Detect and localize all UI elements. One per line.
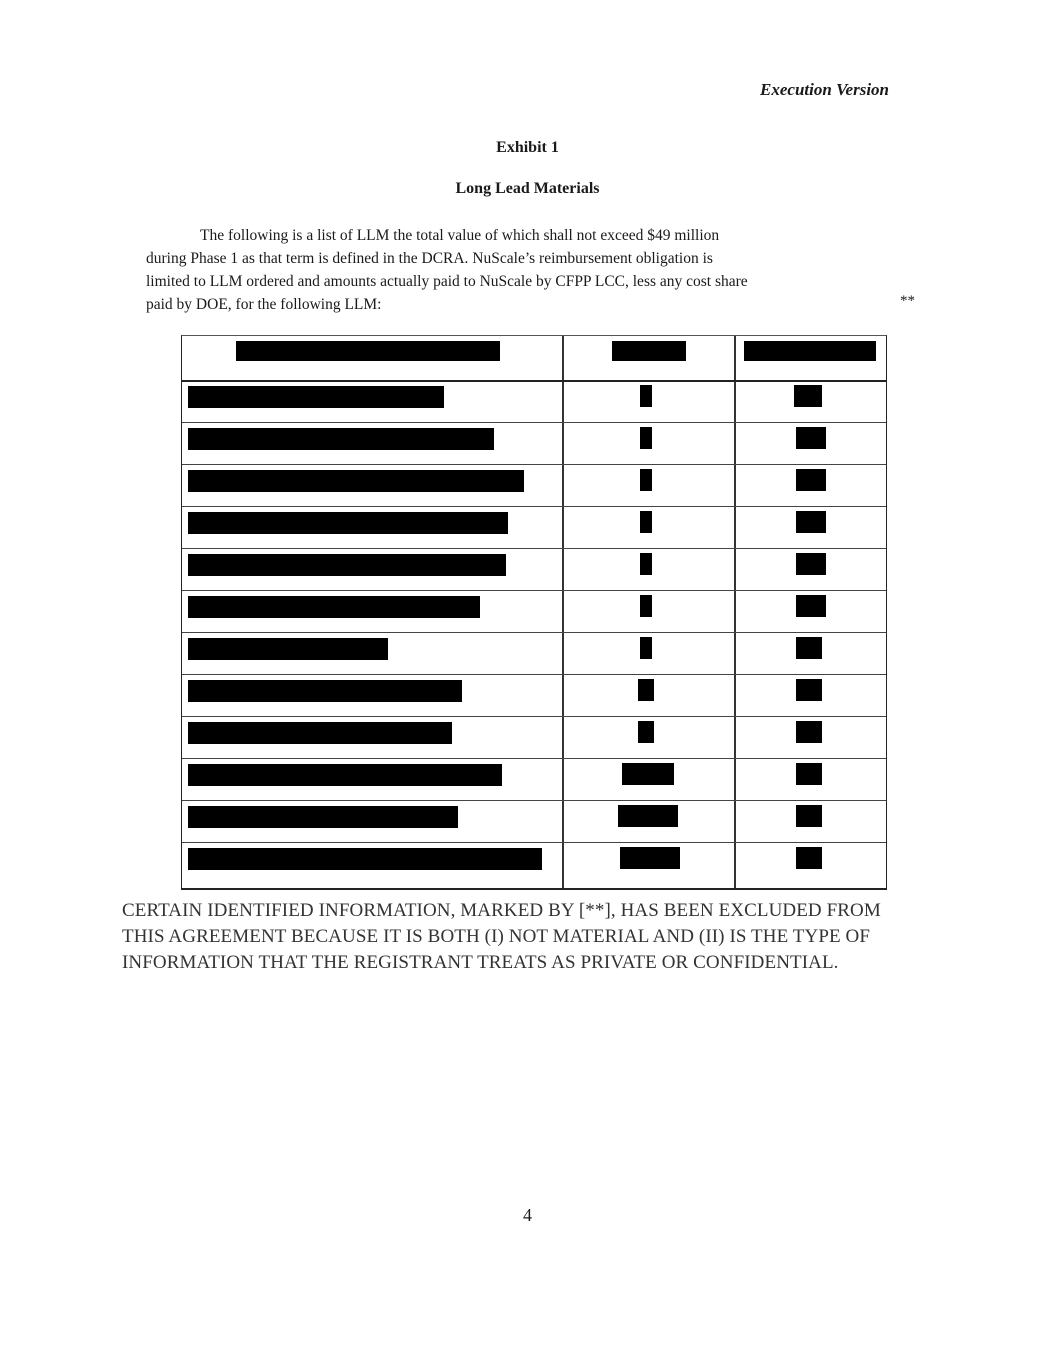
redacted-item-cell [188, 680, 462, 702]
row-separator [182, 422, 886, 423]
redacted-quantity-cell [640, 595, 652, 617]
redacted-value-cell [796, 595, 826, 617]
redacted-value-cell [796, 763, 822, 785]
column-divider [562, 336, 564, 888]
redacted-quantity-cell [640, 469, 652, 491]
redacted-value-cell [796, 847, 822, 869]
page-number: 4 [523, 1205, 532, 1225]
row-separator [182, 506, 886, 507]
intro-line: during Phase 1 as that term is defined in the DCRA. NuScale’s reimbursement obligation is [146, 250, 713, 267]
redaction-marker: ** [900, 293, 915, 309]
redacted-value-cell [796, 469, 826, 491]
row-separator [182, 758, 886, 759]
redacted-value-cell [796, 637, 822, 659]
redacted-item-cell [188, 554, 506, 576]
row-separator [182, 464, 886, 465]
redacted-item-cell [188, 512, 508, 534]
redacted-item-cell [188, 386, 444, 408]
redacted-quantity-cell [638, 679, 654, 701]
intro-paragraph [146, 224, 906, 316]
exhibit-title: Exhibit 1 [496, 139, 559, 156]
redacted-item-cell [188, 806, 458, 828]
header-separator [182, 380, 886, 382]
redacted-item-cell [188, 722, 452, 744]
redacted-quantity-cell [638, 721, 654, 743]
redacted-quantity-cell [618, 805, 678, 827]
row-separator [182, 800, 886, 801]
redacted-value-cell [796, 511, 826, 533]
intro-line: paid by DOE, for the following LLM: [146, 296, 382, 313]
column-divider [734, 336, 736, 888]
redacted-quantity-cell [640, 385, 652, 407]
redacted-value-cell [796, 427, 826, 449]
redacted-header-cell-1 [236, 341, 500, 361]
row-separator [182, 590, 886, 591]
redacted-value-cell [796, 679, 822, 701]
row-separator [182, 674, 886, 675]
redacted-item-cell [188, 470, 524, 492]
row-separator [182, 632, 886, 633]
redacted-header-cell-3 [744, 341, 876, 361]
notice-line: THIS AGREEMENT BECAUSE IT IS BOTH (I) NOT MATERIAL AND (II) IS THE TYPE OF [122, 926, 871, 947]
redacted-item-cell [188, 848, 542, 870]
redacted-value-cell [796, 805, 822, 827]
redacted-quantity-cell [622, 763, 674, 785]
intro-line: limited to LLM ordered and amounts actually paid to NuScale by CFPP LCC, less any cost share [146, 273, 748, 290]
redacted-item-cell [188, 428, 494, 450]
redacted-quantity-cell [640, 553, 652, 575]
row-separator [182, 548, 886, 549]
intro-line: The following is a list of LLM the total value of which shall not exceed $49 million [200, 227, 720, 244]
exhibit-subtitle: Long Lead Materials [455, 180, 600, 197]
notice-line: CERTAIN IDENTIFIED INFORMATION, MARKED BY [**], HAS BEEN EXCLUDED FROM [122, 900, 881, 921]
redacted-value-cell [794, 385, 822, 407]
redacted-quantity-cell [620, 847, 680, 869]
redacted-value-cell [796, 553, 826, 575]
llm-table [181, 335, 887, 890]
redacted-header-cell-2 [612, 341, 686, 361]
redacted-item-cell [188, 764, 502, 786]
redacted-quantity-cell [640, 511, 652, 533]
redacted-value-cell [796, 721, 822, 743]
version-label: Execution Version [760, 80, 889, 99]
redacted-item-cell [188, 596, 480, 618]
notice-line: INFORMATION THAT THE REGISTRANT TREATS AS PRIVATE OR CONFIDENTIAL. [122, 952, 839, 973]
row-separator [182, 716, 886, 717]
redacted-quantity-cell [640, 427, 652, 449]
redacted-quantity-cell [640, 637, 652, 659]
confidentiality-notice [122, 898, 992, 976]
row-separator [182, 842, 886, 843]
redacted-item-cell [188, 638, 388, 660]
